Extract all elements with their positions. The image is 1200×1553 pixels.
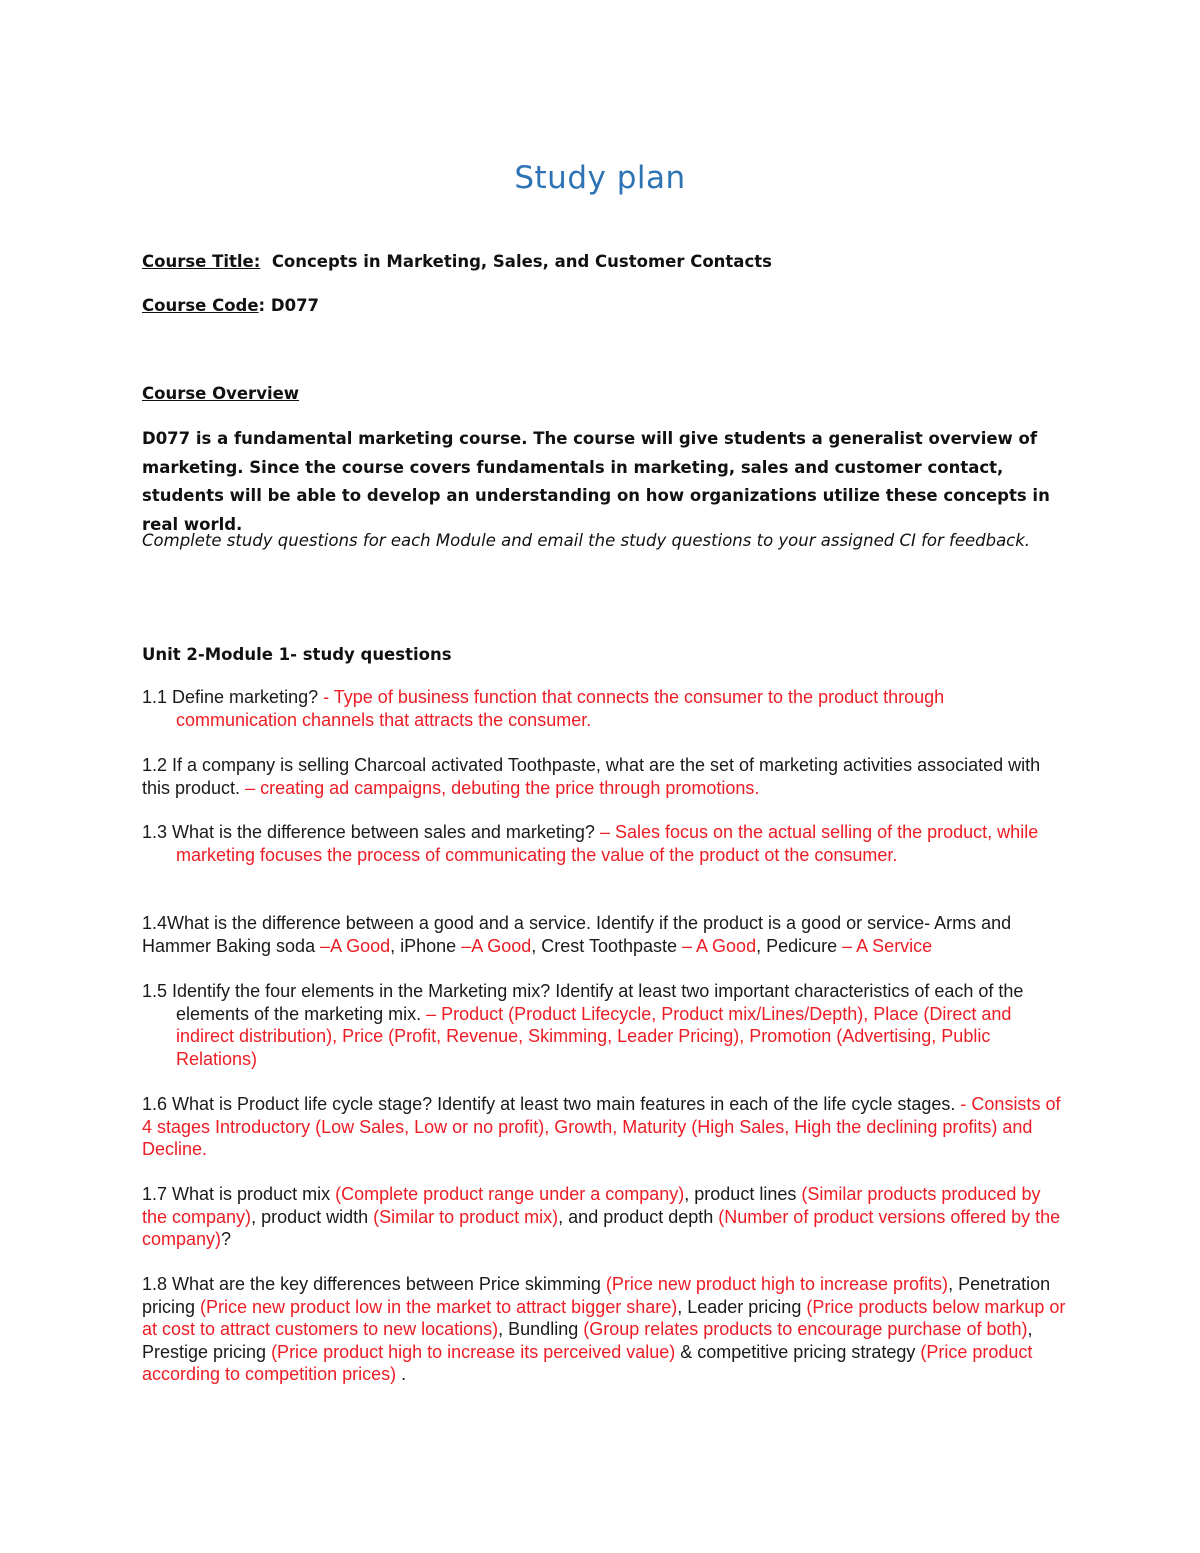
question-text: , Crest Toothpaste xyxy=(531,935,683,956)
question-text: ? xyxy=(221,1229,232,1250)
question-text: 1.6 What is Product life cycle stage? Identify at least two main features in each of the life cycle stages. xyxy=(142,1094,961,1114)
answer-text: (Similar products produced by the company) xyxy=(142,1184,1041,1227)
question-text: 1.4What is the difference between a good and a service. Identify if the product is a good or service- Arms and Hammer Baking soda xyxy=(142,913,1012,956)
answer-text: –A Good xyxy=(461,935,532,956)
course-title-line xyxy=(142,252,772,271)
answer-text: (Price new product high to increase profits) xyxy=(605,1274,949,1294)
answer-text: (Complete product range under a company) xyxy=(335,1184,685,1204)
answer-text: (Number of product versions offered by the company) xyxy=(142,1206,1061,1250)
answer-text: - Type of business function that connects the consumer to the product through communication channels that attracts the consumer. xyxy=(176,687,945,730)
answer-text: (Price products below markup or at cost to attract customers to new locations) xyxy=(142,1296,1066,1340)
question-text: 1.5 Identify the four elements in the Marketing mix? Identify at least two important characteristics of each of the elements of the marketing mix. xyxy=(142,981,1024,1024)
course-title-label: Course Title: xyxy=(142,252,261,271)
answer-text: (Price new product low in the market to attract bigger share) xyxy=(200,1296,678,1317)
question-text: 1.1 Define marketing? xyxy=(142,687,324,707)
page-title: Study plan xyxy=(514,160,686,196)
question-1-3 xyxy=(142,821,1067,866)
answer-text: – A Service xyxy=(842,935,933,956)
question-1-4 xyxy=(142,912,1067,957)
question-1-5 xyxy=(142,980,1067,1070)
overview-heading: Course Overview xyxy=(142,384,300,403)
question-text: , product lines xyxy=(684,1184,802,1204)
question-text: 1.3 What is the difference between sales and marketing? xyxy=(142,822,600,842)
question-text: , product width xyxy=(251,1206,374,1227)
answer-text: (Group relates products to encourage purchase of both) xyxy=(583,1319,1028,1340)
answer-text: (Price product high to increase its perceived value) xyxy=(271,1341,676,1362)
question-text: 1.7 What is product mix xyxy=(142,1184,336,1204)
answer-text: – Product (Product Lifecycle, Product mix/Lines/Depth), Place (Direct and indirect distribution), Price (Profit, Revenue, Skimming, Leader Pricing), Promotion (Advertising, Public Relations) xyxy=(176,1003,1012,1069)
course-code-line xyxy=(142,296,319,315)
answer-text: - Consists of 4 stages Introductory (Low Sales, Low or no profit), Growth, Maturity (High Sales, High the declining profits) and Decline. xyxy=(142,1094,1061,1160)
question-text: , Leader pricing xyxy=(677,1296,807,1317)
course-code-label: Course Code xyxy=(142,296,259,315)
answer-text: (Price product according to competition prices) xyxy=(142,1341,1033,1385)
answer-text: – creating ad campaigns, debuting the price through promotions. xyxy=(245,777,760,798)
question-text: , and product depth xyxy=(558,1206,719,1227)
question-text: , Penetration pricing xyxy=(142,1274,1051,1317)
question-1-7 xyxy=(142,1183,1067,1251)
answer-text: – Sales focus on the actual selling of the product, while marketing focuses the process of communicating the value of the product ot the consumer. xyxy=(176,822,1039,865)
question-text: , Pedicure xyxy=(756,935,843,956)
question-1-8 xyxy=(142,1273,1067,1386)
question-1-6 xyxy=(142,1093,1067,1161)
question-text: 1.8 What are the key differences between Price skimming xyxy=(142,1274,606,1294)
course-code-value: D077 xyxy=(270,296,320,315)
question-text: . xyxy=(396,1364,407,1385)
instruction-note: Complete study questions for each Module and email the study questions to your assigned CI for feedback. xyxy=(142,531,1031,550)
question-1-2 xyxy=(142,754,1067,799)
unit-heading: Unit 2-Module 1- study questions xyxy=(142,645,452,664)
question-1-1 xyxy=(142,686,1067,731)
question-text: , Prestige pricing xyxy=(142,1319,1033,1362)
question-text: , iPhone xyxy=(390,935,462,956)
overview-paragraph: D077 is a fundamental marketing course. The course will give students a generalist overview of marketing. Since the course covers fundamentals in marketing, sales and customer contact, students will be able to develop an understanding on how organizations utilize these concepts in real world. xyxy=(142,429,1050,534)
course-code-separator: : xyxy=(258,296,266,315)
answer-text: –A Good xyxy=(320,935,391,956)
answer-text: – A Good xyxy=(682,935,757,956)
question-text: 1.2 If a company is selling Charcoal activated Toothpaste, what are the set of marketing activities associated with this product. xyxy=(142,755,1041,798)
course-title-value: Concepts in Marketing, Sales, and Customer Contacts xyxy=(271,252,772,271)
question-text: & competitive pricing strategy xyxy=(675,1341,921,1362)
question-text: , Bundling xyxy=(498,1319,584,1340)
answer-text: (Similar to product mix) xyxy=(373,1206,559,1227)
